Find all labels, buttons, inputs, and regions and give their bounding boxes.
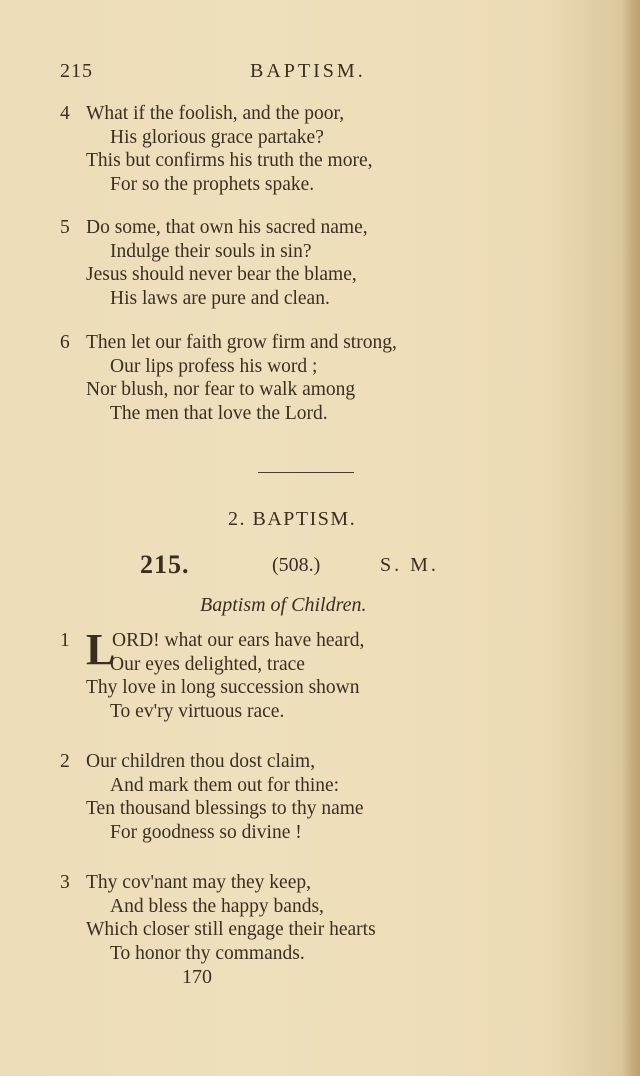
- stanza-number: 3: [60, 872, 70, 893]
- header-page-number: 215: [60, 60, 93, 82]
- stanza-5: [60, 216, 500, 310]
- stanza-4: [60, 102, 500, 196]
- verse-line: For so the prophets spake.: [110, 173, 315, 195]
- verse-line: Ten thousand blessings to thy name: [86, 798, 364, 819]
- verse-line: Our eyes delighted, trace: [110, 653, 305, 675]
- verse-line: To honor thy commands.: [110, 942, 305, 964]
- stanza-number: 2: [60, 751, 70, 772]
- verse-line: Indulge their souls in sin?: [110, 240, 312, 262]
- verse-line: To ev'ry virtuous race.: [110, 700, 285, 722]
- drop-cap: L: [86, 625, 116, 674]
- verse-line: His glorious grace partake?: [110, 126, 324, 148]
- hymn-subtitle: Baptism of Children.: [200, 594, 367, 616]
- hymn-meter: S. M.: [380, 554, 439, 576]
- verse-line: His laws are pure and clean.: [110, 287, 330, 309]
- stanza-number: 1: [60, 630, 70, 651]
- verse-line: Nor blush, nor fear to walk among: [86, 379, 356, 400]
- verse-line: What if the foolish, and the poor,: [86, 103, 345, 124]
- footer-page-number: 170: [182, 966, 212, 988]
- verse-line: Jesus should never bear the blame,: [86, 264, 357, 285]
- stanza-2: [60, 750, 500, 844]
- verse-line: This but confirms his truth the more,: [86, 150, 373, 171]
- page-edge-shadow: [622, 0, 640, 1076]
- hymn-number: 215.: [140, 550, 190, 579]
- section-heading: 2. BAPTISM.: [228, 508, 357, 530]
- verse-line: And mark them out for thine:: [110, 774, 340, 796]
- stanza-number: 5: [60, 217, 70, 238]
- stanza-number: 6: [60, 332, 70, 353]
- verse-line: The men that love the Lord.: [110, 402, 328, 424]
- verse-line: Do some, that own his sacred name,: [86, 217, 368, 238]
- running-header: [60, 60, 480, 90]
- verse-line: Thy cov'nant may they keep,: [86, 872, 311, 893]
- verse-line: Our children thou dost claim,: [86, 751, 316, 772]
- verse-line: Thy love in long succession shown: [86, 677, 360, 698]
- verse-line: ORD! what our ears have heard,: [112, 630, 365, 651]
- verse-line: And bless the happy bands,: [110, 895, 324, 917]
- stanza-6: [60, 331, 500, 425]
- header-title: BAPTISM.: [250, 60, 366, 82]
- verse-line: Then let our faith grow firm and strong,: [86, 332, 397, 353]
- stanza-1: [60, 625, 500, 723]
- section-divider: [258, 472, 354, 473]
- verse-line: For goodness so divine !: [110, 821, 302, 843]
- stanza-number: 4: [60, 103, 70, 124]
- hymn-heading: [140, 550, 460, 582]
- verse-line: Our lips profess his word ;: [110, 355, 318, 377]
- stanza-3: [60, 871, 500, 965]
- verse-line: Which closer still engage their hearts: [86, 919, 376, 940]
- tune-reference: (508.): [272, 554, 321, 576]
